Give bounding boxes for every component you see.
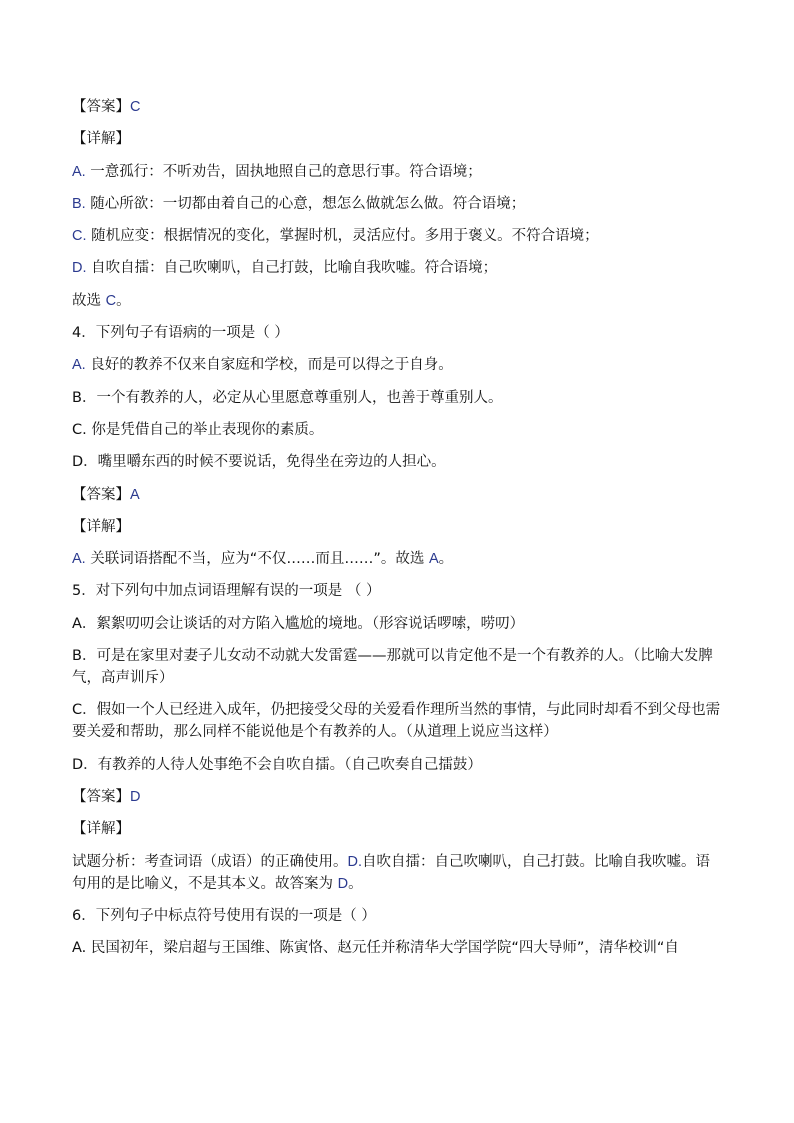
text-line	[72, 161, 722, 183]
text-run: C．假如一个人已经进入成年，仍把接受父母的关爱看作理所当然的事情，与此同时却看不到父母也需要关爱和帮助，那么同样不能说他是个有教养的人。（从道理上说应当这样）	[72, 702, 721, 741]
text-line	[72, 290, 722, 312]
text-line	[72, 419, 722, 441]
text-line	[72, 645, 722, 689]
text-run: B．可是在家里对妻子儿女动不动就大发雷霆——那就可以肯定他不是一个有教养的人。（比喻大发脾气，高声训斥）	[72, 648, 713, 687]
text-line	[72, 387, 722, 409]
text-line	[72, 786, 722, 808]
option-letter: A.	[72, 163, 86, 180]
text-run: 4．下列句子有语病的一项是（ ）	[72, 325, 289, 342]
option-letter: A	[428, 551, 439, 568]
option-letter: C	[105, 292, 117, 309]
text-run: A. 民国初年，梁启超与王国维、陈寅恪、赵元任并称清华大学国学院“四大导师”，清华校训“自	[72, 940, 679, 957]
text-run: B．一个有教养的人，必定从心里愿意尊重别人，也善于尊重别人。	[72, 389, 503, 406]
option-letter: B.	[72, 195, 86, 212]
text-line	[72, 451, 722, 473]
option-letter: C	[130, 99, 141, 115]
text-line	[72, 613, 722, 635]
text-run: 随机应变：根据情况的变化，掌握时机，灵活应付。多用于褒义。不符合语境；	[86, 228, 599, 245]
text-line	[72, 484, 722, 506]
option-letter: A	[130, 486, 140, 503]
text-run: D．嘴里嚼东西的时候不要说话，免得坐在旁边的人担心。	[72, 454, 446, 471]
text-line	[72, 754, 722, 776]
text-run: 【详解】	[72, 518, 130, 535]
text-run: 良好的教养不仅来自家庭和学校，而是可以得之于自身。	[85, 357, 453, 374]
text-run: 故选	[72, 292, 106, 309]
text-run: 试题分析：考查词语（成语）的正确使用。	[72, 853, 348, 870]
text-line	[72, 851, 722, 895]
text-line	[72, 699, 722, 743]
text-run: 关联词语搭配不当，应为“不仅……而且……”。故选	[85, 551, 429, 568]
text-run: 自吹自擂：自己吹喇叭，自己打鼓。比喻自我吹嘘。语句用的是比喻义，不是其本义。故答案为	[72, 853, 710, 892]
option-letter: A.	[72, 551, 86, 568]
text-line	[72, 96, 722, 118]
text-line	[72, 193, 722, 215]
text-run: 5．对下列句中加点词语理解有误的一项是 （ ）	[72, 583, 381, 600]
text-run: 。	[116, 292, 131, 309]
option-letter: D	[337, 875, 349, 892]
text-line	[72, 548, 722, 570]
text-line	[72, 128, 722, 150]
option-letter: D	[130, 788, 141, 805]
text-line	[72, 322, 722, 344]
text-run: A．絮絮叨叨会让谈话的对方陷入尴尬的境地。（形容说话啰嗦，唠叨）	[72, 615, 525, 632]
option-letter: A.	[72, 357, 86, 374]
text-run: 【答案】	[72, 788, 130, 805]
text-run: 。	[438, 551, 454, 568]
text-line	[72, 818, 722, 840]
option-letter: C.	[72, 228, 87, 245]
text-run: 一意孤行：不听劝告，固执地照自己的意思行事。符合语境；	[85, 163, 482, 180]
document-page	[72, 96, 722, 969]
text-line	[72, 580, 722, 602]
text-line	[72, 257, 722, 279]
text-run: C. 你是凭借自己的举止表现你的素质。	[72, 421, 324, 438]
text-run: 自吹自擂：自己吹喇叭，自己打鼓，比喻自我吹嘘。符合语境；	[86, 260, 498, 277]
option-letter: D.	[347, 853, 362, 870]
text-line	[72, 354, 722, 376]
text-run: 6．下列句子中标点符号使用有误的一项是（ ）	[72, 907, 376, 924]
text-line	[72, 905, 722, 927]
text-line	[72, 516, 722, 538]
text-run: 【答案】	[72, 99, 130, 115]
option-letter: D.	[72, 260, 87, 277]
text-run: D．有教养的人待人处事绝不会自吹自擂。（自己吹奏自己擂鼓）	[72, 756, 482, 773]
text-line	[72, 225, 722, 247]
text-run: 【详解】	[72, 821, 130, 838]
text-run: 随心所欲：一切都由着自己的心意，想怎么做就怎么做。符合语境；	[85, 195, 526, 212]
text-run: 【答案】	[72, 486, 130, 503]
text-line	[72, 937, 722, 959]
text-run: 【详解】	[72, 131, 130, 148]
text-run: 。	[348, 875, 363, 892]
